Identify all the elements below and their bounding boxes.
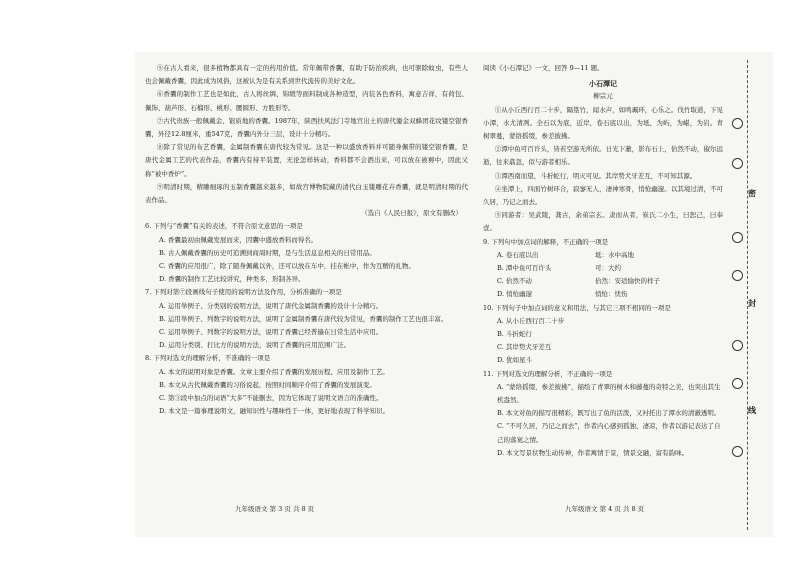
question-7-stem: 7. 下列对第⑦段画线句子使用的说明方法及作用，分析准确的一项是 <box>145 288 342 297</box>
paragraph-8: ⑧除了常见的布艺香囊，金属制香囊在唐代较为常见。这是一种以盛放香料并可随身佩带的镂空银香囊，是唐代金属工艺的代表作品，香囊内有持平装置，无论怎样转动，香料都不会洒出来，可以放在被褥中，因此又称“被中香炉”。 <box>145 143 468 178</box>
binding-hole-icon <box>732 158 743 169</box>
passage-paragraph-4: ④坐潭上，四面竹树环合，寂寥无人，凄神寒骨，悄怆幽邃。以其境过清，不可久居，乃记之而去。 <box>483 184 723 207</box>
question-9-option-c <box>483 275 723 288</box>
binding-hole-icon <box>732 378 743 389</box>
passage-author: 柳宗元 <box>593 92 613 101</box>
binding-hole-icon <box>732 446 743 457</box>
question-6-option-d: D. 香囊的制作工艺比较讲究，种类多，形制各异。 <box>159 275 305 284</box>
option-item: C. 佁然不动 <box>497 277 532 286</box>
binding-label-close: 封 <box>748 298 756 308</box>
question-10-option-d: D. 犹如星斗 <box>497 356 533 365</box>
question-7-option-a: A. 运用举例子、分类别的说明方法，说明了唐代金属制香囊的设计十分精巧。 <box>159 301 383 310</box>
question-8-option-d: D. 本文是一篇事理说明文，融知识性与趣味性于一体，更好地表现了科学知识。 <box>159 407 390 416</box>
question-7-option-c: C. 运用举例子、列数字的说明方法，说明了香囊已经普遍在日常生活中应用。 <box>159 328 383 337</box>
paragraph-5: ⑤在古人看来，很多植物都具有一定的药用价值。常年佩带香囊，有助于防治疾病，也可驱除蚊虫，有些人也会佩戴香囊，因此成为风俗，这被认为是有关系到世代流传的美好文化。 <box>145 64 468 86</box>
question-10-option-a: A. 从小丘西行百二十步 <box>497 316 565 325</box>
question-6-stem: 6. 下列与“香囊”有关的表述，不符合原文意思的一项是 <box>145 222 303 231</box>
option-meaning: 悄怆：忧伤 <box>595 290 628 299</box>
paragraph-9: ⑨明清时期，精雕细琢的玉制香囊越来越多，如故宫博物院藏的清代白玉镂雕花卉香囊，就是明清时期的代表作品。 <box>145 182 468 205</box>
option-meaning: 佁然：安适愉快的样子 <box>595 277 660 286</box>
question-6-option-b: B. 古人佩戴香囊的历史可追溯到商周时期，是与生活息息相关的日常用品。 <box>159 248 376 257</box>
binding-dashed-line <box>747 60 748 530</box>
page-footer-left: 九年级语文 第 3 页 共 8 页 <box>235 505 315 513</box>
question-8-stem: 8. 下列对选文的理解分析，不准确的一项是 <box>145 354 271 363</box>
passage-paragraph-5: ⑤同游者：吴武陵，龚古，余弟宗玄。隶而从者，崔氏二小生，曰恕己，曰奉壹。 <box>483 211 723 233</box>
binding-hole-icon <box>732 118 743 129</box>
left-page <box>145 62 468 418</box>
question-11-option-d: D. 本文写景状物生动传神，作者寓情于景，情景交融，富有韵味。 <box>497 448 689 457</box>
passage-paragraph-2: ②潭中鱼可百许头，皆若空游无所依。日光下澈，影布石上，佁然不动，俶尔远逝，往来翕忽，似与游者相乐。 <box>483 145 723 167</box>
question-8-option-c: C. 第③段中加点的词语“大多”不能删去，因为它体现了说明文语言的准确性。 <box>159 394 383 403</box>
question-10-option-b: B. 斗折蛇行 <box>497 330 532 339</box>
option-item: D. 悄怆幽邃 <box>497 290 533 299</box>
option-meaning: 可：大约 <box>595 264 621 273</box>
question-9-option-d <box>483 288 723 301</box>
binding-label-line: 线 <box>748 405 756 415</box>
option-item: B. 潭中鱼可百许头 <box>497 264 552 273</box>
question-7-option-b: B. 运用举例子、列数字的说明方法，说明了金属制香囊在唐代较为常见，香囊的制作工艺也很丰富。 <box>159 314 448 323</box>
binding-hole-icon <box>732 340 743 351</box>
option-meaning: 坻：水中高地 <box>595 250 634 259</box>
paragraph-7: ⑦古代贵族一般佩戴金、银质地的香囊。1987年，陕西扶风法门寺地宫出土的唐代鎏金双蜂团花纹镂空银香囊，外径12.8厘米，重547克，香囊内外分三层，设计十分精巧。 <box>145 116 468 139</box>
question-8-option-a: A. 本文的说明对象是香囊。文章主要介绍了香囊的发展历程、应用及制作工艺。 <box>159 367 389 376</box>
question-6-option-a: A. 香囊最初由佩戴发展而来，因囊中盛放香料而得名。 <box>159 235 318 244</box>
passage-paragraph-3: ③潭西南而望，斗折蛇行，明灭可见。其岸势犬牙差互，不可知其源。 <box>494 171 697 180</box>
question-8-option-b: B. 本文从古代佩戴香囊的习俗说起，按照时间顺序介绍了香囊的发展演变。 <box>159 380 376 389</box>
passage-paragraph-1: ①从小丘西行百二十步，隔篁竹，闻水声，如鸣珮环，心乐之。伐竹取道，下见小潭，水尤清冽。全石以为底，近岸，卷石底以出，为坻，为屿，为嵁，为岩。青树翠蔓，蒙络摇缀，参差披拂。 <box>483 105 723 141</box>
question-11-option-c: C. “不可久居，乃记之而去”，作者内心感到孤独、凄凉，作者以游记表达了自己的落寞之情。 <box>497 422 721 444</box>
question-9-option-a <box>483 249 723 262</box>
right-page <box>483 62 723 460</box>
passage-title: 小石潭记 <box>589 79 617 89</box>
question-6-option-c: C. 香囊的应用很广，除了随身佩戴以外，还可以放在车中，挂在帐中，作为互赠的礼物。 <box>159 262 415 271</box>
question-11-option-a: A. “蒙络摇缀，参差披拂”，描绘了青翠的树木和藤蔓的奇特之美，也突出其生机盎然。 <box>497 382 721 405</box>
question-10-stem: 10. 下列句子中加点词的意义和用法，与其它三项不相同的一项是 <box>483 303 671 312</box>
question-9-stem: 9. 下列句中加点词的解释，不正确的一项是 <box>483 237 609 246</box>
binding-hole-icon <box>732 232 743 243</box>
question-11-stem: 11. 下列对选文的理解分析，不正确的一项是 <box>483 369 613 378</box>
exam-sheet <box>135 52 773 537</box>
binding-hole-icon <box>732 270 743 281</box>
question-9-option-b <box>483 262 723 275</box>
page-footer-right: 九年级语文 第 4 页 共 8 页 <box>565 505 645 513</box>
question-7-option-d: D. 运用分类别、打比方的说明方法，说明了香囊的应用范围广泛。 <box>159 341 351 350</box>
question-10-option-c: C. 其岸势犬牙差互 <box>497 343 552 352</box>
source-citation: （选自《人民日报》，原文有删改） <box>361 209 462 218</box>
binding-label-seal: 密 <box>748 188 756 198</box>
question-11-option-b: B. 本文对鱼的描写很精彩，既写出了鱼的活泼，又衬托出了潭水的清澈透明。 <box>497 409 721 418</box>
reading-intro: 阅读《小石潭记》一文，回答 9—11 题。 <box>483 64 604 72</box>
option-item: A. 卷石底以出 <box>497 250 539 259</box>
paragraph-6: ⑥香囊的制作工艺也是如此，古人将丝绸、锦缎等面料制成各种造型，内装各色香料，寓意吉祥，有荷包、佩饰、葫芦形、石榴形、桃形、腰圆形、方胜形等。 <box>145 90 468 112</box>
